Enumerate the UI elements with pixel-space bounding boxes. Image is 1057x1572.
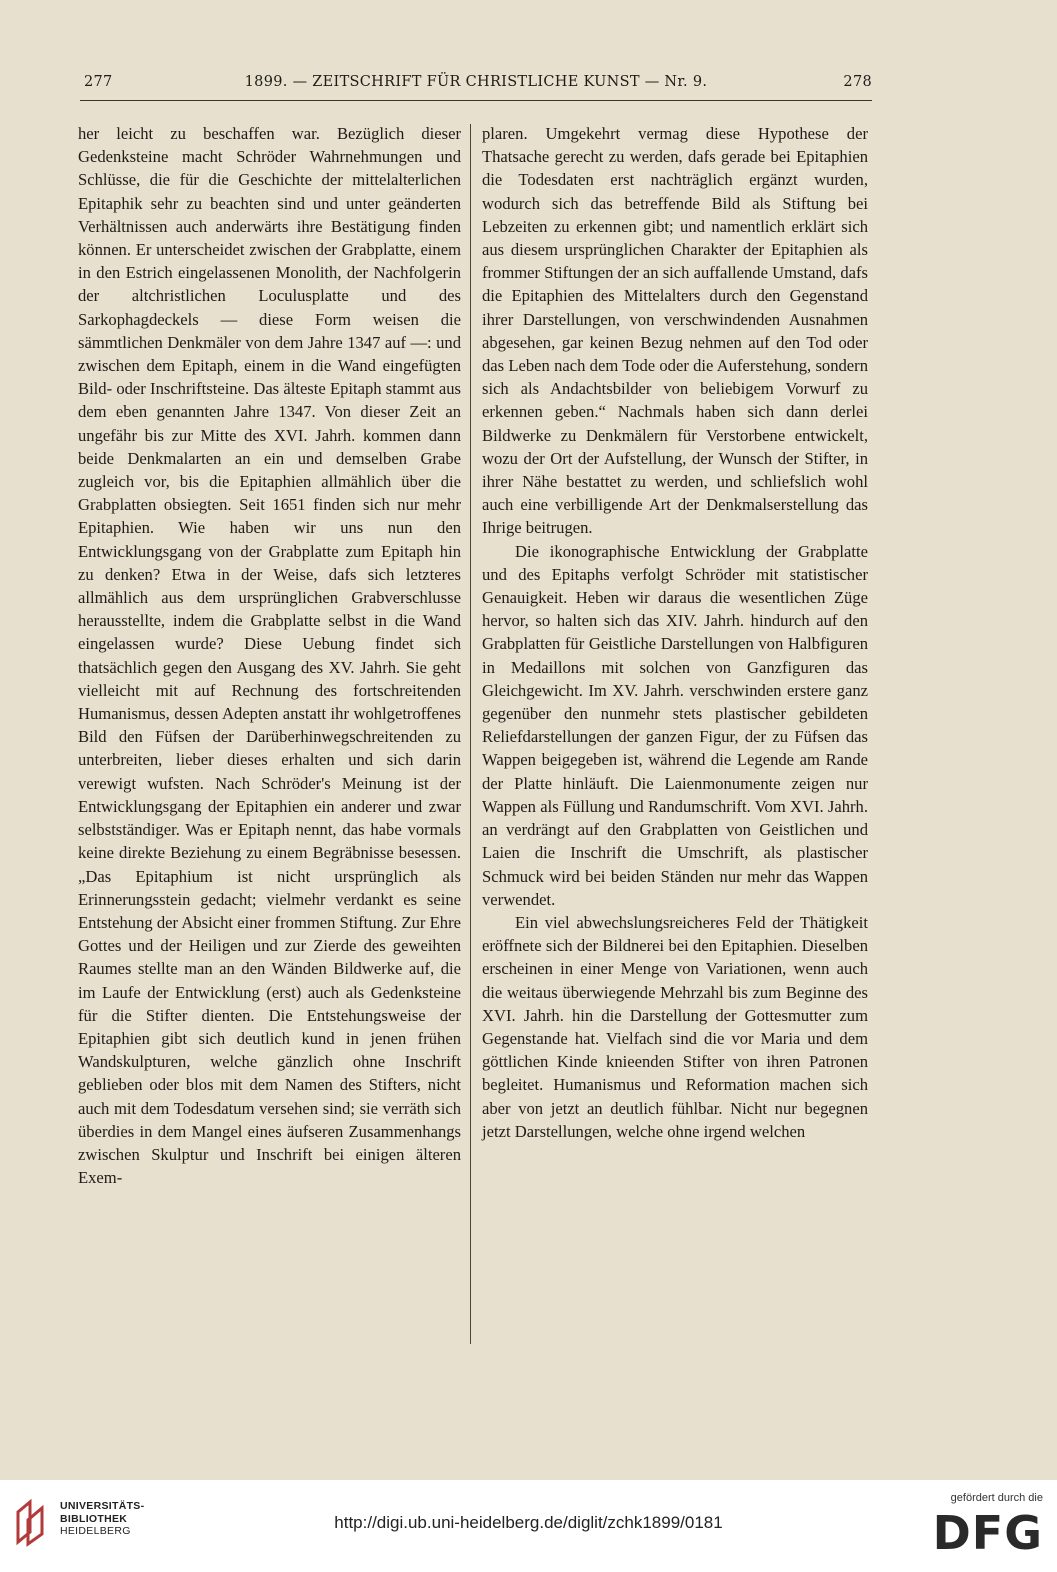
library-line-1: UNIVERSITÄTS- xyxy=(60,1500,145,1512)
page-number-left: 277 xyxy=(84,74,113,90)
digitization-footer xyxy=(0,1480,1057,1572)
header-rule xyxy=(80,100,872,101)
journal-title: 1899. — ZEITSCHRIFT FÜR CHRISTLICHE KUNST — Nr. 9. xyxy=(244,74,708,90)
left-paragraph-1: her leicht zu beschaffen war. Bezüglich dieser Gedenksteine macht Schröder Wahrnehmungen und Schlüsse, die für die Geschichte der mittelalterlichen Epitaphik sehr zu beachten sind und unter geänderten Verhältnissen auch anderwärts ihre Bestätigung finden können. Er unterscheidet zwischen der Grabplatte, einem in den Estrich eingelassenen Monolith, der Nachfolgerin der altchristlichen Loculusplatte und des Sarkophagdeckels — diese Form weisen die sämmtlichen Denkmäler von dem Jahre 1347 auf —: und zwischen dem Epitaph, einem in die Wand eingefügten Bild- oder Inschriftsteine. Das älteste Epitaph stammt aus dem eben genannten Jahre 1347. Von dieser Zeit an ungefähr bis zur Mitte des XVI. Jahrh. kommen dann beide Denkmalarten an ein und demselben Grabe zugleich vor, bis die Epitaphien allmählich über die Grabplatten obsiegten. Seit 1651 finden sich nur mehr Epitaphien. Wie haben wir uns nun den Entwicklungsgang von der Grabplatte zum Epitaph hin zu denken? Etwa in der Weise, dafs sich letzteres allmählich aus dem ursprünglichen Grabverschlusse herausstellte, indem die Grabplatte selbst in die Wand eingelassen wurde? Diese Uebung findet sich thatsächlich gegen den Ausgang des XV. Jahrh. Sie geht vielleicht mit auf Rechnung des fortschreitenden Humanismus, dessen Adepten anstatt ihr wohlgetroffenes Bild den Füfsen der Darüberhinwegschreitenden zu unterbreiten, lieber dieses erhalten und sich darin verewigt wufsten. Nach Schröder's Meinung ist der Entwicklungsgang der Epitaphien ein anderer und zwar selbstständiger. Was er Epitaph nennt, das habe vormals keine direkte Beziehung zu einem Begräbnisse besessen. „Das Epitaphium ist nicht ursprünglich als Erinnerungsstein gedacht; vielmehr verdankt es seine Entstehung der Absicht einer frommen Stiftung. Zur Ehre Gottes und der Heiligen und zur Zierde des geweihten Raumes stellte man an den Wänden Bildwerke auf, die im Laufe der Entwicklung (erst) auch als Gedenksteine für die Stifter dienten. Die Entstehungsweise der Epitaphien gibt sich deutlich kund in jenen frühen Wandskulpturen, welche gänzlich ohne Inschrift geblieben oder blos mit dem Namen des Stifters, nicht auch mit dem Todesdatum versehen sind; sie verräth sich überdies in dem Mangel eines äufseren Zusammenhangs zwischen Skulptur und Inschrift bei einigen älteren Exem- xyxy=(78,124,461,1188)
right-paragraph-1: plaren. Umgekehrt vermag diese Hypothese der Thatsache gerecht zu werden, dafs gerade bei Epitaphien die Todesdaten erst nachträglich ergänzt wurden, wodurch sich das betreffende Bild als Stiftung bei Lebzeiten zu erkennen gibt; und namentlich erklärt sich aus diesem ursprünglichen Charakter der Epitaphien als frommer Stiftungen der an sich auffallende Umstand, dafs die Epitaphien des Mittelalters durch den Gegenstand ihrer Darstellungen, von verschwindenden Ausnahmen abgesehen, gar keinen Bezug nehmen auf den Tod oder das Leben nach dem Tode oder die Auferstehung, sondern sich als Andachtsbilder von beliebigem Vorwurf zu erkennen geben.“ Nachmals haben sich dann derlei Bildwerke zu Denkmälern für Verstorbene entwickelt, wozu der Ort der Aufstellung, der Wunsch der Stifter, in ihrer Nähe bestattet zu werden, und schliefslich wohl auch eine verbilligende Art der Denkmalserstellung das Ihrige beitrugen. xyxy=(482,124,868,538)
page-number-right: 278 xyxy=(843,74,872,90)
library-line-2: BIBLIOTHEK xyxy=(60,1512,128,1525)
right-column xyxy=(482,122,868,1143)
column-divider xyxy=(470,124,471,1344)
running-header xyxy=(80,74,872,100)
left-column xyxy=(78,122,461,1189)
permalink-url[interactable]: http://digi.ub.uni-heidelberg.de/diglit/zchk1899/0181 xyxy=(334,1513,723,1532)
right-paragraph-3: Ein viel abwechslungsreicheres Feld der Thätigkeit eröffnete sich der Bildnerei bei den Epitaphien. Dieselben erscheinen in einer Menge von Variationen, wenn auch die weitaus überwiegende Mehrzahl bis zum Beginne des XVI. Jahrh. hin die Darstellung der Gottesmutter zum Gegenstande hat. Vielfach sind die vor Maria und dem göttlichen Kinde knieenden Stifter von ihren Patronen begleitet. Humanismus und Reformation machen sich aber von jetzt an deutlich fühlbar. Nicht nur begegnen jetzt Darstellungen, welche ohne irgend welchen xyxy=(482,912,868,1141)
sponsor-text: gefördert durch die xyxy=(950,1492,1043,1504)
dfg-logo: DFG xyxy=(932,1506,1043,1560)
library-line-3: HEIDELBERG xyxy=(60,1525,131,1537)
right-paragraph-2: Die ikonographische Entwicklung der Grabplatte und des Epitaphs verfolgt Schröder mit statistischer Genauigkeit. Heben wir daraus die wesentlichen Züge hervor, so halten sich das XIV. Jahrh. hindurch auf den Grabplatten für Geistliche Darstellungen von Halbfiguren in Medaillons mit solchen von Ganzfiguren das Gleichgewicht. Im XV. Jahrh. verschwinden erstere ganz gegenüber den nunmehr stets plastischer gebildeten Reliefdarstellungen der ganzen Figur, der zu Füfsen das Wappen beigegeben ist, während die Legende am Rande der Platte hinläuft. Die Laienmonumente zeigen nur Wappen als Füllung und Randumschrift. Vom XVI. Jahrh. an verdrängt auf den Grabplatten von Geistlichen und Laien die Inschrift die Umschrift, als plastischer Schmuck wird bei beiden Ständen nur mehr das Wappen verwendet. xyxy=(482,541,868,909)
